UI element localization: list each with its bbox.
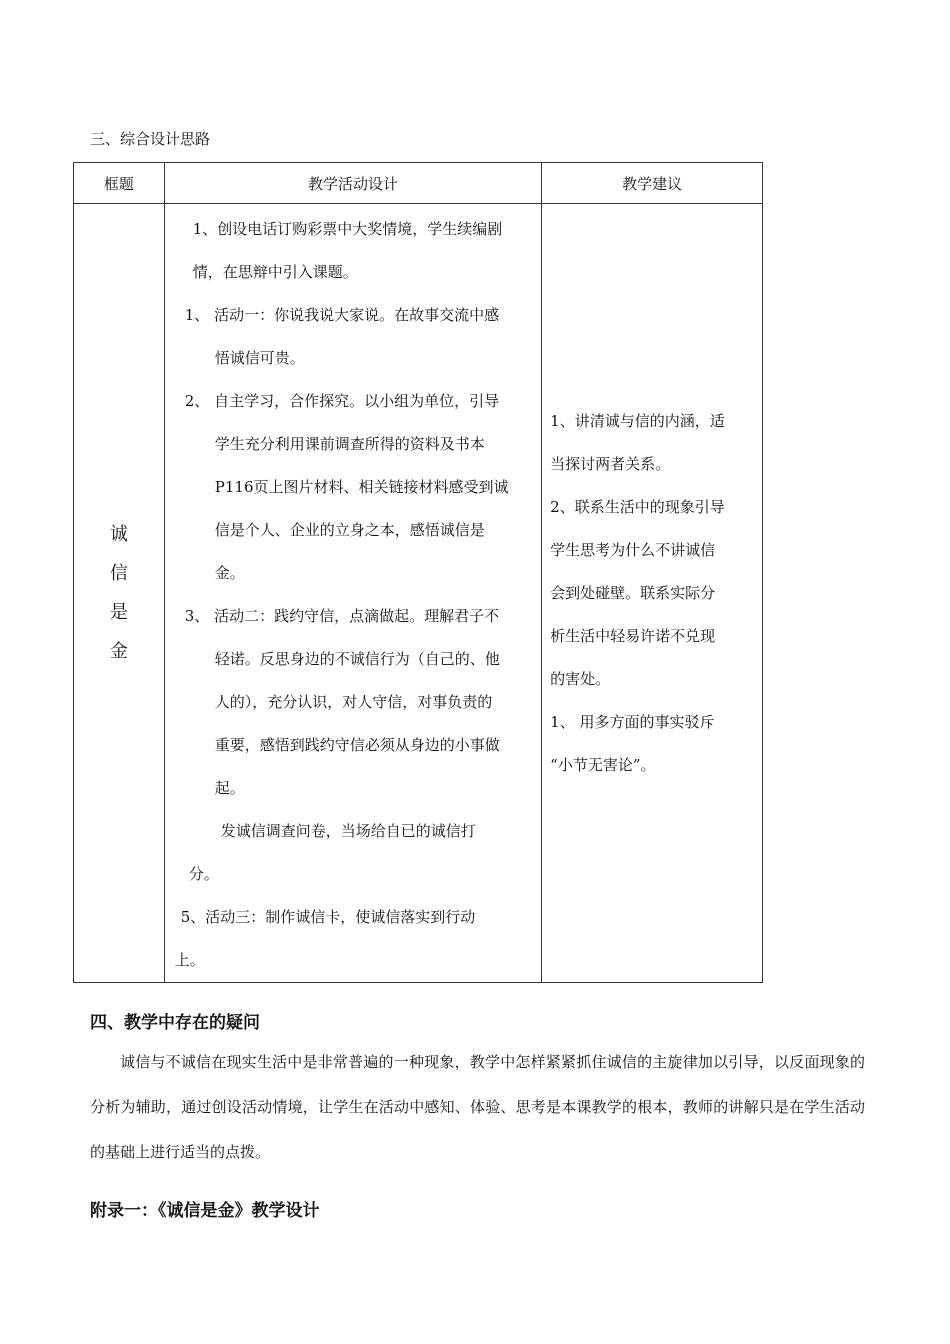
activity-line: 轻诺。反思身边的不诚信行为（自己的、他 <box>214 650 500 668</box>
suggestion-line: 学生思考为什么不讲诚信 <box>550 541 716 559</box>
activity-line: 上。 <box>174 951 205 969</box>
suggestion-line: 1、 用多方面的事实驳斥 <box>550 713 715 731</box>
suggestion-line: 2、联系生活中的现象引导 <box>550 498 725 516</box>
suggestion-line: 1、讲清诚与信的内涵，适 <box>550 412 725 430</box>
suggestion-line: 当探讨两者关系。 <box>550 455 671 473</box>
activity-line: 发诚信调查问卷，当场给自已的诚信打 <box>220 822 476 840</box>
topic-char: 金 <box>109 641 128 662</box>
topic-char: 诚 <box>109 524 128 545</box>
design-table <box>73 162 763 983</box>
activity-line: 分。 <box>188 865 219 883</box>
suggestion-line: “小节无害论”。 <box>550 756 656 774</box>
topic-cell <box>74 204 165 983</box>
activity-line: 1、 活动一：你说我说大家说。在故事交流中感 <box>184 306 500 324</box>
activity-line: 金。 <box>214 564 245 582</box>
suggestion-line: 会到处碰壁。联系实际分 <box>550 584 716 602</box>
activity-line: 起。 <box>214 779 245 797</box>
activity-line: 5、活动三：制作诚信卡，使诚信落实到行动 <box>180 908 476 926</box>
activity-line: 2、 自主学习，合作探究。以小组为单位，引导 <box>184 392 500 410</box>
header-topic: 框题 <box>74 163 165 204</box>
topic-char: 是 <box>109 602 128 623</box>
activity-cell <box>164 204 541 983</box>
header-activity: 教学活动设计 <box>164 163 541 204</box>
activity-line: 悟诚信可贵。 <box>214 349 305 367</box>
section-title: 三、综合设计思路 <box>90 130 211 148</box>
table-row <box>74 204 763 983</box>
activity-line: 重要，感悟到践约守信必须从身边的小事做 <box>214 736 500 754</box>
body-paragraph: 诚信与不诚信在现实生活中是非常普遍的一种现象，教学中怎样紧紧抓住诚信的主旋律加以引导，以反面现象的分析为辅助，通过创设活动情境，让学生在活动中感知、体验、思考是本课教学的根本，教师的讲解只是在学生活动的基础上进行适当的点拨。 <box>90 1053 865 1161</box>
topic-char: 信 <box>109 563 128 584</box>
activity-line: 情，在思辩中引入课题。 <box>192 263 358 281</box>
activity-line: P116页上图片材料、相关链接材料感受到诚 <box>214 478 509 496</box>
activity-line: 人的），充分认识，对人守信，对事负责的 <box>214 693 493 711</box>
activity-line: 3、 活动二：践约守信，点滴做起。理解君子不 <box>184 607 500 625</box>
suggestion-line: 的害处。 <box>550 670 611 688</box>
section-heading: 四、教学中存在的疑问 <box>90 1013 260 1033</box>
table-header-row <box>74 163 763 204</box>
suggestion-line: 析生活中轻易许诺不兑现 <box>550 627 716 645</box>
suggestion-cell <box>542 204 763 983</box>
activity-line: 学生充分利用课前调查所得的资料及书本 <box>214 435 485 453</box>
header-suggestion: 教学建议 <box>542 163 763 204</box>
activity-line: 1、创设电话订购彩票中大奖情境，学生续编剧 <box>192 220 503 238</box>
activity-line: 信是个人、企业的立身之本，感悟诚信是 <box>214 521 485 539</box>
appendix-heading: 附录一：《诚信是金》教学设计 <box>90 1201 320 1221</box>
